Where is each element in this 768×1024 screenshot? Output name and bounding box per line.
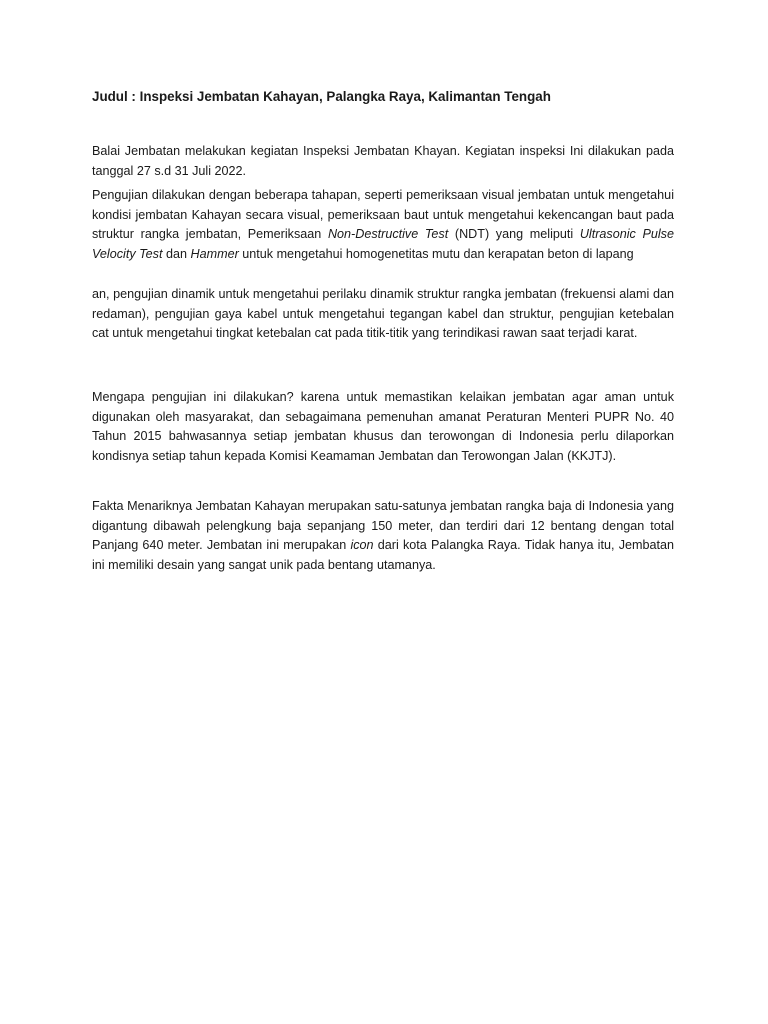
- paragraph-intro: Balai Jembatan melakukan kegiatan Inspeksi Jembatan Khayan. Kegiatan inspeksi Ini dilakukan pada tanggal 27 s.d 31 Juli 2022.: [92, 144, 674, 178]
- paragraph-italic-term: icon: [350, 538, 374, 552]
- paragraph-text: dan: [162, 246, 191, 261]
- paragraph-italic-term: Non-Destructive Test: [327, 227, 449, 241]
- paragraph-testing-continued: an, pengujian dinamik untuk mengetahui perilaku dinamik struktur rangka jembatan (frekuensi alami dan redaman), pengujian gaya kabel untuk mengetahui tegangan kabel dan struktur, pengujian ketebalan cat untuk mengetahui tingkat ketebalan cat pada titik-titik yang terindikasi rawan saat terjadi karat.: [92, 287, 674, 340]
- paragraph-text: Fakta Menariknya Jembatan Kahayan merupakan satu-satunya jembatan rangka baja di Indonesia yang digantung dibawah pelengkung baja sepanjang 150 meter, dan terdiri dari 12 bentang dengan total Panjang 640 meter. Jembatan ini merupakan: [92, 499, 674, 552]
- paragraph-purpose: Mengapa pengujian ini dilakukan? karena untuk memastikan kelaikan jembatan agar aman untuk digunakan oleh masyarakat, dan sebagaimana pemenuhan amanat Peraturan Menteri PUPR No. 40 Tahun 2015 bahwasannya setiap jembatan khusus dan terowongan di Indonesia perlu dilaporkan kondisnya setiap tahun kepada Komisi Keamaman Jembatan dan Terowongan Jalan (KKJTJ).: [92, 390, 674, 463]
- paragraph-italic-term: Ultrasonic Pulse Velocity Test: [92, 227, 674, 261]
- paragraph-fun-fact: [92, 497, 674, 575]
- paragraph-text: dari kota Palangka Raya. Tidak hanya itu, Jembatan ini memiliki desain yang sangat unik pada bentang utamanya.: [92, 538, 674, 572]
- paragraph-testing-stages: [92, 186, 674, 264]
- paragraph-text: Pengujian dilakukan dengan beberapa tahapan, seperti pemeriksaan visual jembatan untuk mengetahui kondisi jembatan Kahayan secara visual, pemeriksaan baut untuk mengetahui kekencangan baut pada struktur rangka jembatan, Pemeriksaan: [92, 188, 674, 241]
- document-title: Judul : Inspeksi Jembatan Kahayan, Palangka Raya, Kalimantan Tengah: [92, 89, 551, 104]
- paragraph-text: untuk mengetahui homogenetitas mutu dan kerapatan beton di lapang: [238, 246, 634, 261]
- paragraph-italic-term: Hammer: [190, 246, 239, 261]
- paragraph-text: (NDT) yang meliputi: [448, 227, 580, 241]
